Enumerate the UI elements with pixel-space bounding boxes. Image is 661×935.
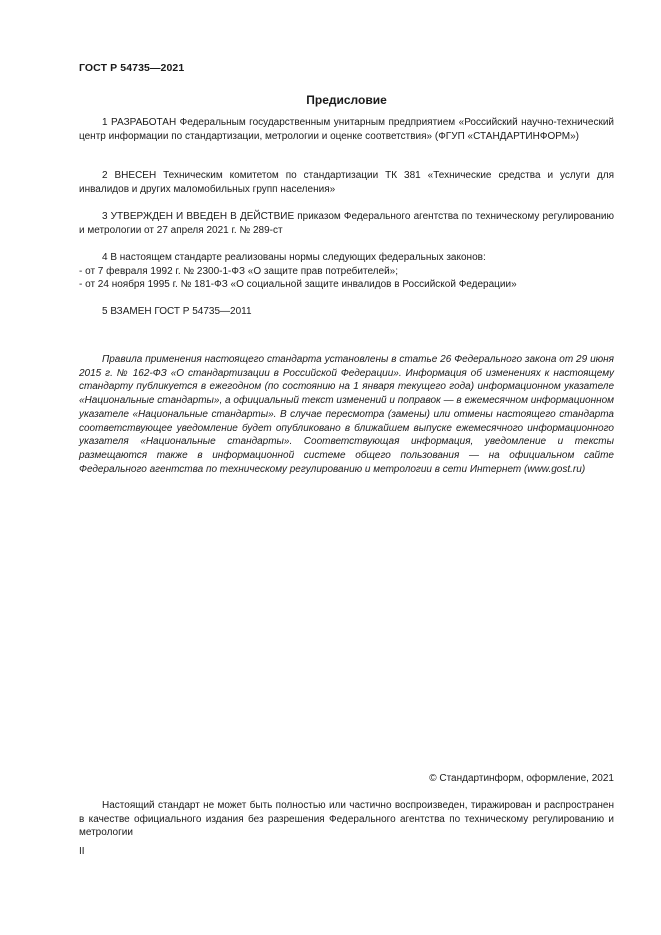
preface-item-1: 1 РАЗРАБОТАН Федеральным государственным унитарным предприятием «Российский научно-технический центр информации по стандартизации, метрологии и оценке соответствия» (ФГУП «СТАНДАРТИНФОРМ») — [79, 117, 614, 142]
preface-item-4-law-1: - от 7 февраля 1992 г. № 2300-1-ФЗ «О защите прав потребителей»; — [79, 265, 398, 277]
preface-item-3: 3 УТВЕРЖДЕН И ВВЕДЕН В ДЕЙСТВИЕ приказом Федерального агентства по техническому регулированию и метрологии от 27 апреля 2021 г. № 289-ст — [79, 211, 614, 236]
reproduction-restriction: Настоящий стандарт не может быть полностью или частично воспроизведен, тиражирован и распространен в качестве официального издания без разрешения Федерального агентства по техническому регулированию и метрологии — [79, 800, 614, 839]
preface-item-2: 2 ВНЕСЕН Техническим комитетом по стандартизации ТК 381 «Технические средства и услуги для инвалидов и других маломобильных групп населения» — [79, 170, 614, 195]
preface-item-4 — [79, 251, 614, 292]
application-rules-notice: Правила применения настоящего стандарта установлены в статье 26 Федерального закона от 29 июня 2015 г. № 162-ФЗ «О стандартизации в Российской Федерации». Информация об изменениях к настоящему стандарту публикуется в ежегодном (по состоянию на 1 января текущего года) информационном указателе «Национальные стандарты», а официальный текст изменений и поправок — в ежемесячном информационном указателе «Национальные стандарты». В случае пересмотра (замены) или отмены настоящего стандарта соответствующее уведомление будет опубликовано в ближайшем выпуске ежемесячного информационного указателя «Национальные стандарты». Соответствующая информация, уведомление и тексты размещаются также в информационной системе общего пользования — на официальном сайте Федерального агентства по техническому регулированию и метрологии в сети Интернет (www.gost.ru) — [79, 354, 614, 475]
preface-item-5: 5 ВЗАМЕН ГОСТ Р 54735—2011 — [102, 306, 252, 317]
page-number: II — [79, 846, 85, 857]
standard-code-header: ГОСТ Р 54735—2021 — [79, 62, 185, 74]
preface-item-4-law-2: - от 24 ноября 1995 г. № 181-ФЗ «О социальной защите инвалидов в Российской Федерации» — [79, 279, 517, 291]
copyright-line: © Стандартинформ, оформление, 2021 — [429, 773, 614, 784]
preface-item-4-intro: 4 В настоящем стандарте реализованы нормы следующих федеральных законов: — [102, 252, 486, 263]
preface-title: Предисловие — [306, 93, 387, 107]
